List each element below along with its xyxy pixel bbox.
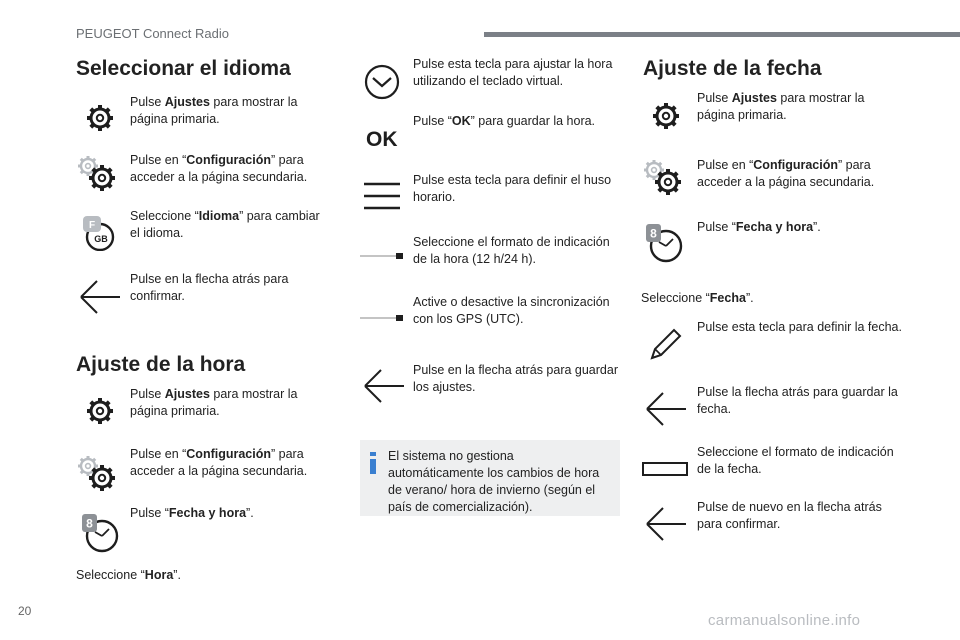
text-pre: Pulse “ xyxy=(130,506,169,520)
instruction-mid-2 xyxy=(413,113,618,130)
badge-f: F xyxy=(88,220,96,231)
double-gear-icon xyxy=(76,154,120,194)
menu-icon xyxy=(364,180,400,212)
back-arrow-icon xyxy=(644,390,688,428)
ok-icon: OK xyxy=(366,128,398,151)
text-post: ” para acceder a la página secundaria. xyxy=(130,447,308,478)
instruction-mid-3 xyxy=(413,172,618,206)
instruction-select-hora xyxy=(76,568,181,582)
instruction-date-7 xyxy=(697,499,902,533)
badge-gb: GB xyxy=(94,234,108,244)
text-post: para mostrar la página primaria. xyxy=(130,95,298,126)
instruction-time-1 xyxy=(130,386,330,420)
text-pre: Seleccione “ xyxy=(641,291,710,305)
badge-8: 8 xyxy=(650,226,657,241)
header-rule xyxy=(484,32,960,37)
text-pre: Pulse de nuevo en la flecha atrás para confirmar. xyxy=(697,500,882,531)
text-bold: Configuración xyxy=(186,447,271,461)
instruction-date-3 xyxy=(697,219,902,236)
chevron-down-icon xyxy=(364,64,400,100)
text-bold: Ajustes xyxy=(731,91,777,105)
gear-icon xyxy=(84,395,116,427)
text-pre: Pulse en “ xyxy=(130,447,187,461)
text-bold: Configuración xyxy=(753,158,838,172)
text-pre: Pulse xyxy=(130,387,165,401)
double-gear-icon xyxy=(76,454,120,494)
info-note-text: El sistema no gestiona automáticamente los cambios de hora de verano/ hora de invierno (según el país de comercialización). xyxy=(388,449,600,514)
text-post: para mostrar la página primaria. xyxy=(130,387,298,418)
text-pre: Pulse la flecha atrás para guardar la fecha. xyxy=(697,385,898,416)
section-title-language: Seleccionar el idioma xyxy=(76,57,291,80)
gear-icon xyxy=(650,100,682,132)
text-pre: Seleccione “ xyxy=(130,209,199,223)
clock-icon xyxy=(80,512,120,554)
section-title-date: Ajuste de la fecha xyxy=(643,57,822,80)
instruction-language-3 xyxy=(130,208,330,242)
toggle-icon xyxy=(360,313,404,323)
instruction-date-5 xyxy=(697,384,902,418)
text-bold: Fecha y hora xyxy=(735,220,814,234)
double-gear-icon xyxy=(642,158,686,198)
instruction-select-fecha xyxy=(641,291,754,305)
text-pre: Pulse en la flecha atrás para confirmar. xyxy=(130,272,289,303)
text-pre: Seleccione el formato de indicación de la fecha. xyxy=(697,445,894,476)
text-post: ” para acceder a la página secundaria. xyxy=(697,158,875,189)
instruction-time-2 xyxy=(130,446,330,480)
back-arrow-icon xyxy=(362,367,406,405)
text-pre: Seleccione el formato de indicación de la hora (12 h/24 h). xyxy=(413,235,610,266)
gear-icon xyxy=(84,102,116,134)
text-bold: Fecha xyxy=(709,291,746,305)
text-bold: Ajustes xyxy=(164,95,210,109)
toggle-icon xyxy=(360,251,404,261)
text-post: ” para guardar la hora. xyxy=(470,114,596,128)
clock-icon xyxy=(644,222,684,264)
instruction-language-4 xyxy=(130,271,330,305)
text-pre: Pulse “ xyxy=(413,114,452,128)
badge-8: 8 xyxy=(86,516,93,531)
text-post: ” para cambiar el idioma. xyxy=(130,209,320,240)
instruction-date-1 xyxy=(697,90,902,124)
text-pre: Pulse esta tecla para definir la fecha. xyxy=(697,320,902,334)
text-pre: Pulse esta tecla para ajustar la hora utilizando el teclado virtual. xyxy=(413,57,613,88)
instruction-time-3 xyxy=(130,505,330,522)
text-pre: Pulse xyxy=(697,91,732,105)
info-note xyxy=(360,440,620,516)
text-post: ” para acceder a la página secundaria. xyxy=(130,153,308,184)
watermark: carmanualsonline.info xyxy=(708,612,861,629)
text-post: ”. xyxy=(813,220,821,234)
instruction-date-2 xyxy=(697,157,902,191)
text-pre: Pulse en “ xyxy=(130,153,187,167)
text-bold: Configuración xyxy=(186,153,271,167)
text-bold: Hora xyxy=(144,568,174,582)
instruction-mid-5 xyxy=(413,294,618,328)
header-title: PEUGEOT Connect Radio xyxy=(76,26,229,41)
text-post: ”. xyxy=(745,291,754,305)
format-box-icon xyxy=(642,462,688,476)
text-pre: Pulse “ xyxy=(697,220,736,234)
page-number: 20 xyxy=(18,604,32,618)
text-post: para mostrar la página primaria. xyxy=(697,91,865,122)
text-pre: Pulse en la flecha atrás para guardar los ajustes. xyxy=(413,363,618,394)
text-pre: Pulse xyxy=(130,95,165,109)
section-title-time: Ajuste de la hora xyxy=(76,353,246,376)
instruction-language-2 xyxy=(130,152,330,186)
language-flag-icon xyxy=(80,213,116,251)
text-bold: Idioma xyxy=(198,209,240,223)
instruction-mid-4 xyxy=(413,234,618,268)
text-pre: Pulse esta tecla para definir el huso horario. xyxy=(413,173,612,204)
text-pre: Active o desactive la sincronización con los GPS (UTC). xyxy=(413,295,610,326)
text-bold: Fecha y hora xyxy=(168,506,247,520)
instruction-language-1 xyxy=(130,94,330,128)
text-pre: Seleccione “ xyxy=(76,568,145,582)
instruction-date-4 xyxy=(697,319,902,336)
text-post: ”. xyxy=(246,506,254,520)
instruction-date-6 xyxy=(697,444,902,478)
info-icon xyxy=(368,452,378,474)
pencil-icon xyxy=(648,326,684,362)
text-bold: OK xyxy=(451,114,471,128)
back-arrow-icon xyxy=(78,278,122,316)
instruction-mid-1 xyxy=(413,56,618,90)
text-pre: Pulse en “ xyxy=(697,158,754,172)
instruction-mid-6 xyxy=(413,362,618,396)
back-arrow-icon xyxy=(644,505,688,543)
text-bold: Ajustes xyxy=(164,387,210,401)
text-post: ”. xyxy=(173,568,181,582)
